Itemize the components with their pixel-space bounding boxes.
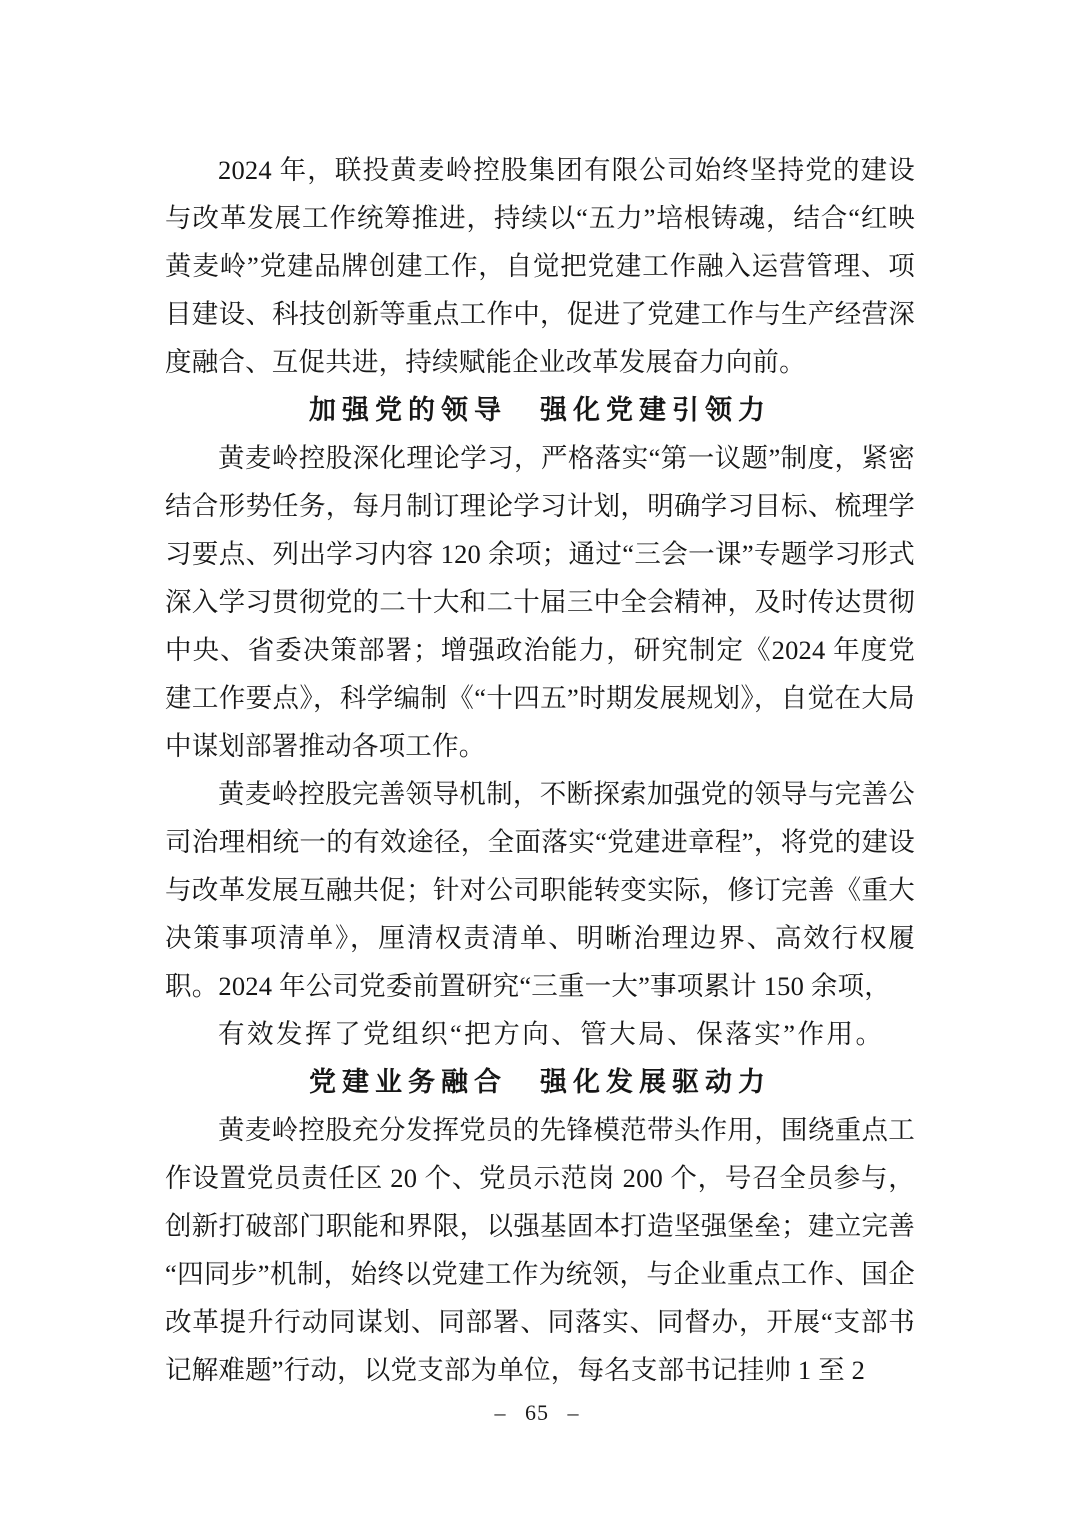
paragraph-leadership-mechanism: 黄麦岭控股完善领导机制，不断探索加强党的领导与完善公司治理相统一的有效途径，全面落实“党建进章程”，将党的建设与改革发展互融共促；针对公司职能转变实际，修订完善《重大决策事项清单》，厘清权责清单、明晰治理边界、高效行权履职。2024 年公司党委前置研究“三重一大”事项累计 150 余项，	[165, 779, 915, 1001]
page-footer	[0, 1398, 1074, 1428]
paragraph-party-business-integration: 黄麦岭控股充分发挥党员的先锋模范带头作用，围绕重点工作设置党员责任区 20 个、党员示范岗 200 个，号召全员参与，创新打破部门职能和界限，以强基固本打造坚强堡垒；建立完善“四同步”机制，始终以党建工作为统领，与企业重点工作、国企改革提升行动同谋划、同部署、同落实、同督办，开展“支部书记解难题”行动，以党支部为单位，每名支部书记挂帅 1 至 2	[165, 1115, 915, 1385]
paragraph-theory-study: 黄麦岭控股深化理论学习，严格落实“第一议题”制度，紧密结合形势任务，每月制订理论学习计划，明确学习目标、梳理学习要点、列出学习内容 120 余项；通过“三会一课”专题学习形式深入学习贯彻党的二十大和二十届三中全会精神，及时传达贯彻中央、省委决策部署；增强政治能力，研究制定《2024 年度党建工作要点》，科学编制《“十四五”时期发展规划》，自觉在大局中谋划部署推动各项工作。	[165, 443, 915, 761]
section-heading-party-business-integration: 党建业务融合 强化发展驱动力	[309, 1067, 771, 1097]
page-body	[165, 146, 915, 1394]
page-number: – 65 –	[494, 1400, 580, 1425]
opening-paragraph: 2024 年，联投黄麦岭控股集团有限公司始终坚持党的建设与改革发展工作统筹推进，持续以“五力”培根铸魂，结合“红映黄麦岭”党建品牌创建工作，自觉把党建工作融入运营管理、项目建设、科技创新等重点工作中，促进了党建工作与生产经营深度融合、互促共进，持续赋能企业改革发展奋力向前。	[165, 155, 915, 377]
indented-conclusion-line: 有效发挥了党组织“把方向、管大局、保落实”作用。	[218, 1019, 885, 1049]
section-heading-party-leadership: 加强党的领导 强化党建引领力	[309, 395, 771, 425]
